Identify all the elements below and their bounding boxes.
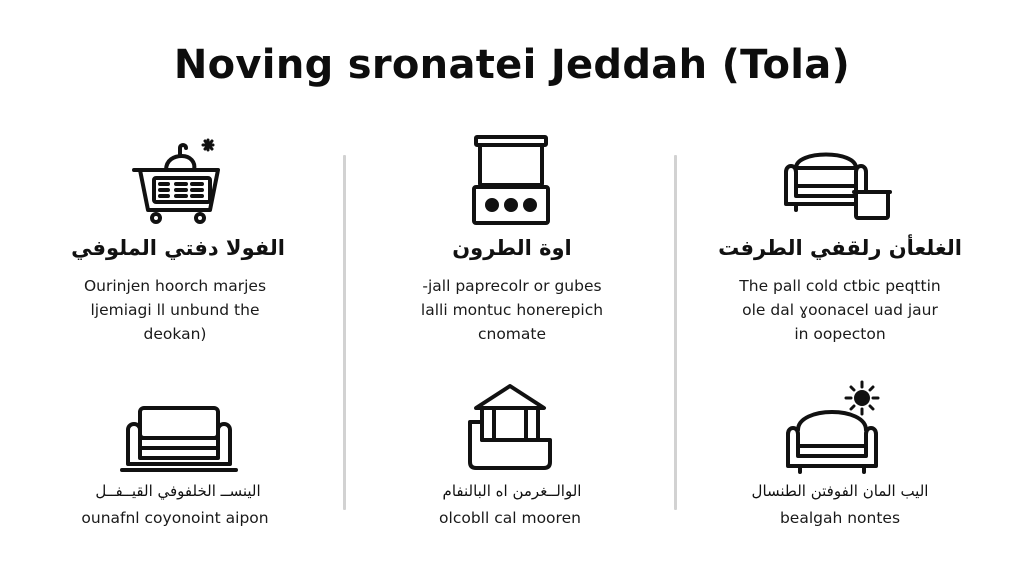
couch-icon — [120, 404, 238, 474]
description-line: The pall cold ctbic peqttin — [739, 277, 941, 295]
item-description — [350, 506, 670, 530]
item-heading: الفولا دفتي الملوفي — [71, 236, 285, 260]
stove-icon — [470, 133, 552, 227]
description-line: lalli montuc honerepich — [420, 301, 604, 319]
description-line: Ourinjen hoorch marjes — [83, 277, 267, 295]
description-line: ljemiagi ll unbund the — [90, 301, 260, 319]
armchair-sun-icon — [780, 380, 892, 476]
column-divider-left — [343, 155, 346, 510]
item-heading: الغلعأن رلقفي الطرفت — [718, 236, 962, 260]
description-line: ounafnl coyonoint aipon — [81, 509, 269, 527]
description-line: -jall paprecolr or gubes — [422, 277, 602, 295]
cart-icon — [130, 132, 226, 224]
description-line: ole dal ɣoonacel uad jaur — [742, 301, 938, 319]
description-line: olcobll cal mooren — [439, 509, 581, 527]
item-description — [352, 274, 672, 346]
item-heading: الينســ الخلفوفي القيــفــل — [95, 482, 261, 500]
sofa-box-icon — [780, 138, 896, 222]
house-tub-icon — [464, 382, 556, 474]
item-description — [680, 506, 1000, 530]
description-line: bealgah nontes — [779, 509, 901, 527]
description-line: cnomate — [477, 325, 547, 343]
item-heading: اليب المان الفوفتن الطنسال — [751, 482, 929, 500]
item-heading: اوة الطرون — [452, 236, 572, 260]
column-divider-right — [674, 155, 677, 510]
page-title: Noving sronatei Jeddah (Tola) — [173, 42, 851, 88]
item-description — [15, 274, 335, 346]
description-line: in oopecton — [794, 325, 886, 343]
description-line: deokan) — [143, 325, 207, 343]
item-description — [680, 274, 1000, 346]
item-heading: الوالــغرمن اه البالنفام — [442, 482, 582, 500]
item-description — [15, 506, 335, 530]
